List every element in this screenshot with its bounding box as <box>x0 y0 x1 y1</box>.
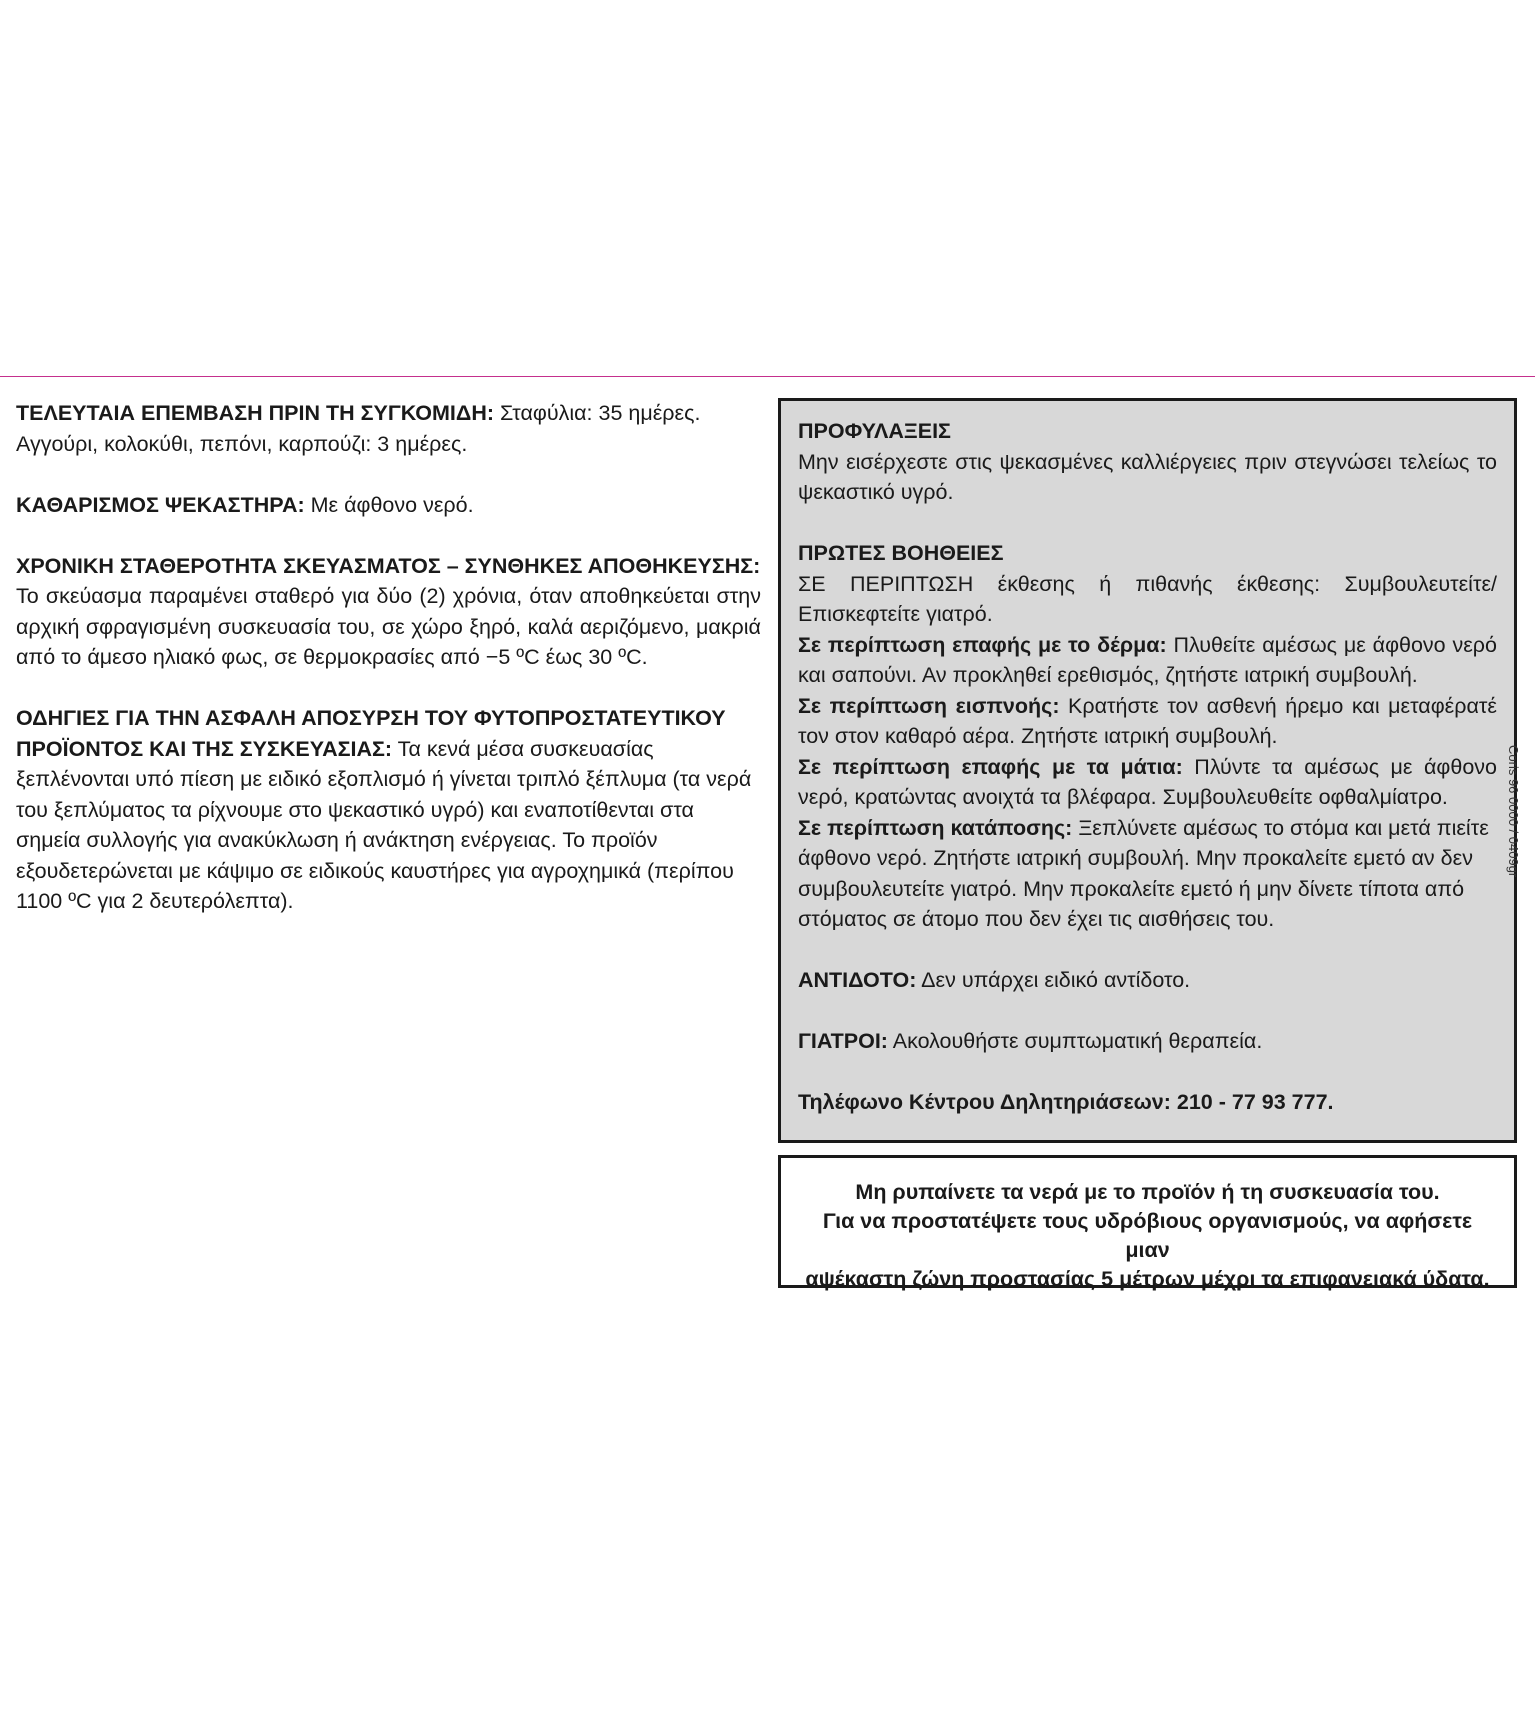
stability-heading: ΧΡΟΝΙΚΗ ΣΤΑΘΕΡΟΤΗΤΑ ΣΚΕΥΑΣΜΑΤΟΣ – ΣΥΝΘΗΚΕΣ ΑΠΟΘΗΚΕΥΣΗΣ: <box>16 553 761 578</box>
harvest-heading: ΤΕΛΕΥΤΑΙΑ ΕΠΕΜΒΑΣΗ ΠΡΙΝ ΤΗ ΣΥΓΚΟΜΙΔΗ: <box>16 401 495 425</box>
notice-line-2: Για να προστατέψετε τους υδρόβιους οργανισμούς, να αφήσετε μιαν <box>822 1209 1473 1262</box>
left-column <box>16 398 761 947</box>
first-aid-heading: ΠΡΩΤΕΣ ΒΟΗΘΕΙΕΣ <box>798 541 1004 565</box>
precautions-heading: ΠΡΟΦΥΛΑΞΕΙΣ <box>798 419 951 443</box>
sprayer-cleaning <box>16 490 761 521</box>
harvest-text: Σταφύλια: 35 ημέρες. <box>494 401 701 425</box>
eyes-text: Πλύντε τα αμέσως με άφθονο νερό, κρατώντας ανοιχτά τα βλέφαρα. Συμβουλευθείτε οφθαλμίατρο. <box>798 754 1497 809</box>
ingestion-label: Σε περίπτωση κατάποσης: <box>798 815 1073 840</box>
inhalation-label: Σε περίπτωση εισπνοής: <box>798 693 1060 718</box>
stability-text: Το σκεύασμα παραμένει σταθερό για δύο (2) χρόνια, όταν αποθηκεύεται στην αρχική σφραγισμένη συσκευασία του, σε χώρο ξηρό, καλά αεριζόμενο, μακριά από το άμεσο ηλιακό φως, σε θερμοκρασίες από −5 ºC έως 30 ºC. <box>16 584 761 669</box>
first-aid-ingestion <box>798 813 1497 935</box>
storage-stability <box>16 551 761 673</box>
trim-line <box>0 376 1535 377</box>
harvest-interval <box>16 398 761 459</box>
disposal-text: Τα κενά μέσα συσκευασίας ξεπλένονται υπό πίεση με ειδικό εξοπλισμό ή γίνεται τριπλό ξέπλυμα (τα νερά του ξεπλύματος τα ρίχνουμε στο ψεκαστικό υγρό) και εναποτίθενται στα σημεία συλλογής για ανακύκλωση ή ανάκτηση ενέργειας. Το προϊόν εξουδετερώνεται με κάψιμο σε ειδικούς καυστήρες για αγροχημικά (περίπου 1100 ºC για 2 δευτερόλεπτα). <box>16 736 752 913</box>
antidote-text: Δεν υπάρχει ειδικό αντίδοτο. <box>916 968 1191 992</box>
antidote-label: ΑΝΤΙΔΟΤΟ: <box>798 968 917 992</box>
harvest-text-2: Αγγούρι, κολοκύθι, πεπόνι, καρπούζι: 3 ημέρες. <box>16 431 468 456</box>
first-aid-intro: ΣΕ ΠΕΡΙΠΤΩΣΗ έκθεσης ή πιθανής έκθεσης: Συμβουλευτείτε/Επισκεφτείτε γιατρό. <box>798 571 1497 626</box>
doctors-text: Ακολουθήστε συμπτωματική θεραπεία. <box>887 1029 1263 1053</box>
precautions-text: Μην εισέρχεστε στις ψεκασμένες καλλιέργειες πριν στεγνώσει τελείως το ψεκαστικό υγρό. <box>798 449 1497 504</box>
first-aid-skin <box>798 630 1497 691</box>
notice-line-3: αψέκαστη ζώνη προστασίας 5 μέτρων μέχρι τα επιφανειακά ύδατα. <box>805 1267 1490 1291</box>
antidote-section <box>798 965 1497 996</box>
doctors-section <box>798 1026 1497 1057</box>
cleaning-text: Με άφθονο νερό. <box>304 492 474 517</box>
environment-notice <box>778 1155 1517 1291</box>
inhalation-text: Κρατήστε τον ασθενή ήρεμο και μεταφέρατέ τον στον καθαρό αέρα. Ζητήστε ιατρική συμβουλή. <box>798 693 1497 748</box>
safety-panel <box>778 398 1517 1143</box>
eyes-label: Σε περίπτωση επαφής με τα μάτια: <box>798 754 1183 779</box>
skin-text: Πλυθείτε αμέσως με άφθονο νερό και σαπούνι. Αν προκληθεί ερεθισμός, ζητήστε ιατρική συμβουλή. <box>798 632 1497 687</box>
ingestion-text: Ξεπλύνετε αμέσως το στόμα και μετά πιείτε άφθονο νερό. Ζητήστε ιατρική συμβουλή. Μην προκαλείτε εμετό αν δεν συμβουλευτείτε γιατρό. Μην προκαλείτε εμετό ή μην δίνετε τίποτα από στόματος σε άτομο που δεν έχει τις αισθήσεις του. <box>798 815 1489 931</box>
first-aid-heading-block <box>798 538 1497 569</box>
first-aid-eyes <box>798 752 1497 813</box>
first-aid-section <box>798 538 1497 935</box>
disposal-instructions <box>16 703 761 917</box>
first-aid-inhalation <box>798 691 1497 752</box>
poison-center-phone <box>798 1087 1497 1118</box>
doctors-label: ΓΙΑΤΡΟΙ: <box>798 1029 888 1053</box>
skin-label: Σε περίπτωση επαφής με το δέρμα: <box>798 632 1167 657</box>
poison-center-text: Τηλέφωνο Κέντρου Δηλητηριάσεων: 210 - 77 93 777. <box>798 1090 1334 1114</box>
precautions-section <box>798 416 1497 508</box>
notice-line-1: Μη ρυπαίνετε τα νερά με το προϊόν ή τη συσκευασία του. <box>855 1180 1440 1204</box>
disposal-heading: ΟΔΗΓΙΕΣ ΓΙΑ ΤΗΝ ΑΣΦΑΛΗ ΑΠΟΣΥΡΣΗ ΤΟΥ ΦΥΤΟΠΡΟΣΤΑΤΕΥΤΙΚΟΥ ΠΡΟΪΟΝΤΟΣ ΚΑΙ ΤΗΣ ΣΥΣΚΕΥΑΣΙΑΣ: <box>16 706 726 761</box>
side-print-code: Coris 96 0000 / 0409gr <box>1506 745 1521 878</box>
cleaning-heading: ΚΑΘΑΡΙΣΜΟΣ ΨΕΚΑΣΤΗΡΑ: <box>16 492 305 517</box>
